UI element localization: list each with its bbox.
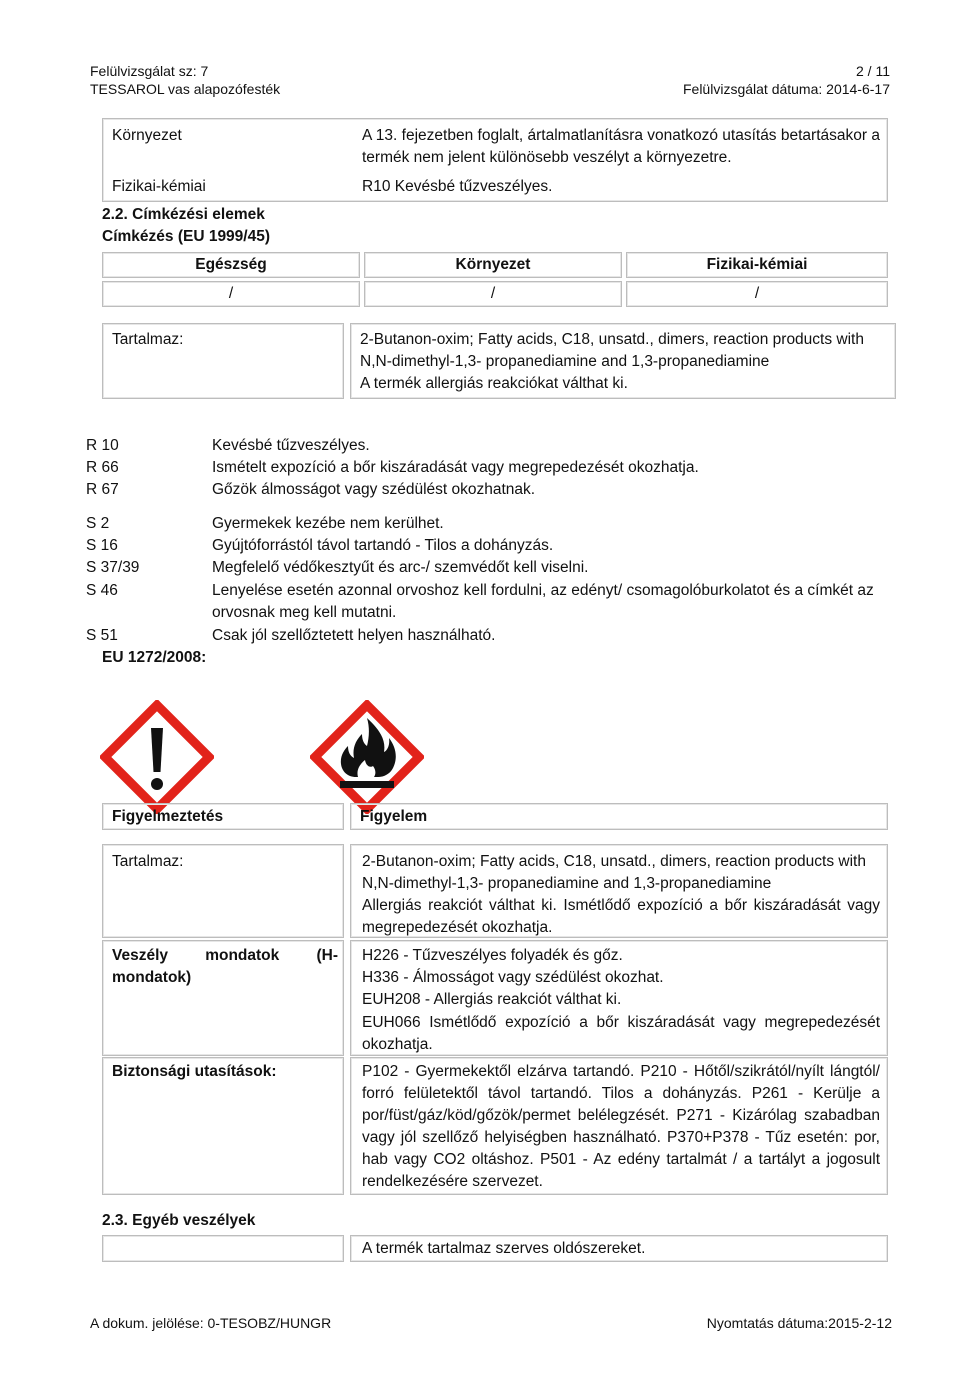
s-phrase-code: S 46 (86, 582, 118, 599)
contains-line-3: A termék allergiás reakciókat válthat ki. (360, 375, 628, 392)
health-value: / (228, 285, 234, 302)
s-phrase-text: Gyermekek kezébe nem kerülhet. (212, 515, 444, 532)
s-phrase-code: S 16 (86, 537, 118, 554)
print-date: Nyomtatás dátuma:2015-2-12 (706, 1315, 892, 1331)
r-phrase-code: R 67 (86, 481, 119, 498)
hazard-statements-label: Veszély mondatok (H-mondatok) (112, 947, 338, 986)
environment-label: Környezet (112, 127, 182, 144)
contains-line-1: 2-Butanon-oxim; Fatty acids, C18, unsatd., dimers, reaction products with (360, 331, 864, 348)
document-id: A dokum. jelölése: 0-TESOBZ/HUNGR (90, 1315, 332, 1331)
contains-line-2: N,N-dimethyl-1,3- propanediamine and 1,3-propanediamine (360, 353, 770, 370)
r-phrase-code: R 66 (86, 459, 119, 476)
hazard-statement: H336 - Álmosságot vagy szédülést okozhat. (362, 969, 664, 986)
other-hazards-text: A termék tartalmaz szerves oldószereket. (362, 1240, 646, 1257)
s-phrase-text: Csak jól szellőztetett helyen használható. (212, 627, 496, 644)
physical-chemical-label: Fizikai-kémiai (112, 178, 206, 195)
signal-word-value: Figyelem (360, 808, 428, 825)
s-phrase-code: S 2 (86, 515, 110, 532)
s-phrase-code: S 51 (86, 627, 118, 644)
clp-regulation-label: EU 1272/2008: (102, 649, 207, 666)
signal-value-cell (350, 803, 888, 830)
clp-contains-text-2: Allergiás reakciót válthat ki. Ismétlődő expozíció a bőr kiszáradását vagy megrepedezését okozhatja. (362, 897, 880, 936)
exclamation-mark-icon (100, 700, 214, 814)
page-number: 2 / 11 (856, 63, 890, 79)
precautionary-statements-label: Biztonsági utasítások: (112, 1063, 277, 1080)
revision-date: Felülvizsgálat dátuma: 2014-6-17 (682, 81, 890, 97)
s-phrase-text: Megfelelő védőkesztyűt és arc-/ szemvédőt kell viselni. (212, 559, 589, 576)
r-phrase-text: Ismételt expozíció a bőr kiszáradását vagy megrepedezését okozhatja. (212, 459, 699, 476)
contains-label: Tartalmaz: (112, 331, 184, 348)
flame-icon (310, 700, 424, 814)
other-hazards-label-cell (102, 1235, 344, 1262)
environment-text: A 13. fejezetben foglalt, ártalmatlanításra vonatkozó utasítás betartásakor a termék nem jelent különösebb veszélyt a környezetre. (362, 127, 880, 166)
hazard-statement: H226 - Tűzveszélyes folyadék és gőz. (362, 947, 623, 964)
precautionary-statements-text: P102 - Gyermekektől elzárva tartandó. P210 - Hőtől/szikrától/nyílt lángtól/ forró felületektől távol tartandó. Tilos a dohányzás. P261 - Kerülje a por/füst/gáz/köd/gőzök/permet belélegzését. P271 - Kizárólag szabadban vagy jól szellőző helyiségben használható. P370+P378 - Tűz esetén: por, hab vagy CO2 oltáshoz. P501 - Az edény tartalmát / a tartályt a jogosult rendelkezésére szervezet. (362, 1063, 880, 1190)
hazard-statement: EUH066 Ismétlődő expozíció a bőr kiszáradását vagy megrepedezését okozhatja. (362, 1014, 880, 1053)
environment-header: Környezet (455, 256, 531, 273)
s-phrase-text: Gyújtóforrástól távol tartandó - Tilos a dohányzás. (212, 537, 554, 554)
labeling-regulation: Címkézés (EU 1999/45) (102, 228, 271, 245)
r-phrase-code: R 10 (86, 437, 119, 454)
health-header: Egészség (195, 256, 267, 273)
physical-chemical-text: R10 Kevésbé tűzveszélyes. (362, 178, 553, 195)
signal-word-label: Figyelmeztetés (112, 808, 224, 825)
clp-contains-label: Tartalmaz: (112, 853, 184, 870)
physical-chemical-header: Fizikai-kémiai (706, 256, 808, 273)
revision-number: Felülvizsgálat sz: 7 (90, 63, 209, 79)
clp-contains-text: 2-Butanon-oxim; Fatty acids, C18, unsatd., dimers, reaction products with N,N-dimethyl-1,3- propanediamine and 1,3-propanediamine (362, 853, 866, 892)
r-phrase-text: Kevésbé tűzveszélyes. (212, 437, 370, 454)
hazard-statement: EUH208 - Allergiás reakciót válthat ki. (362, 991, 622, 1008)
s-phrase-text: Lenyelése esetén azonnal orvoshoz kell fordulni, az edényt/ csomagolóburkolatot és a címkét az orvosnak meg kell mutatni. (212, 582, 874, 621)
section-2-2-title: 2.2. Címkézési elemek (102, 206, 265, 223)
physical-chemical-value: / (754, 285, 760, 302)
product-name: TESSAROL vas alapozófesték (90, 81, 281, 97)
section-2-3-title: 2.3. Egyéb veszélyek (102, 1212, 256, 1229)
s-phrase-code: S 37/39 (86, 559, 140, 576)
environment-value: / (490, 285, 496, 302)
r-phrase-text: Gőzök álmosságot vagy szédülést okozhatnak. (212, 481, 536, 498)
